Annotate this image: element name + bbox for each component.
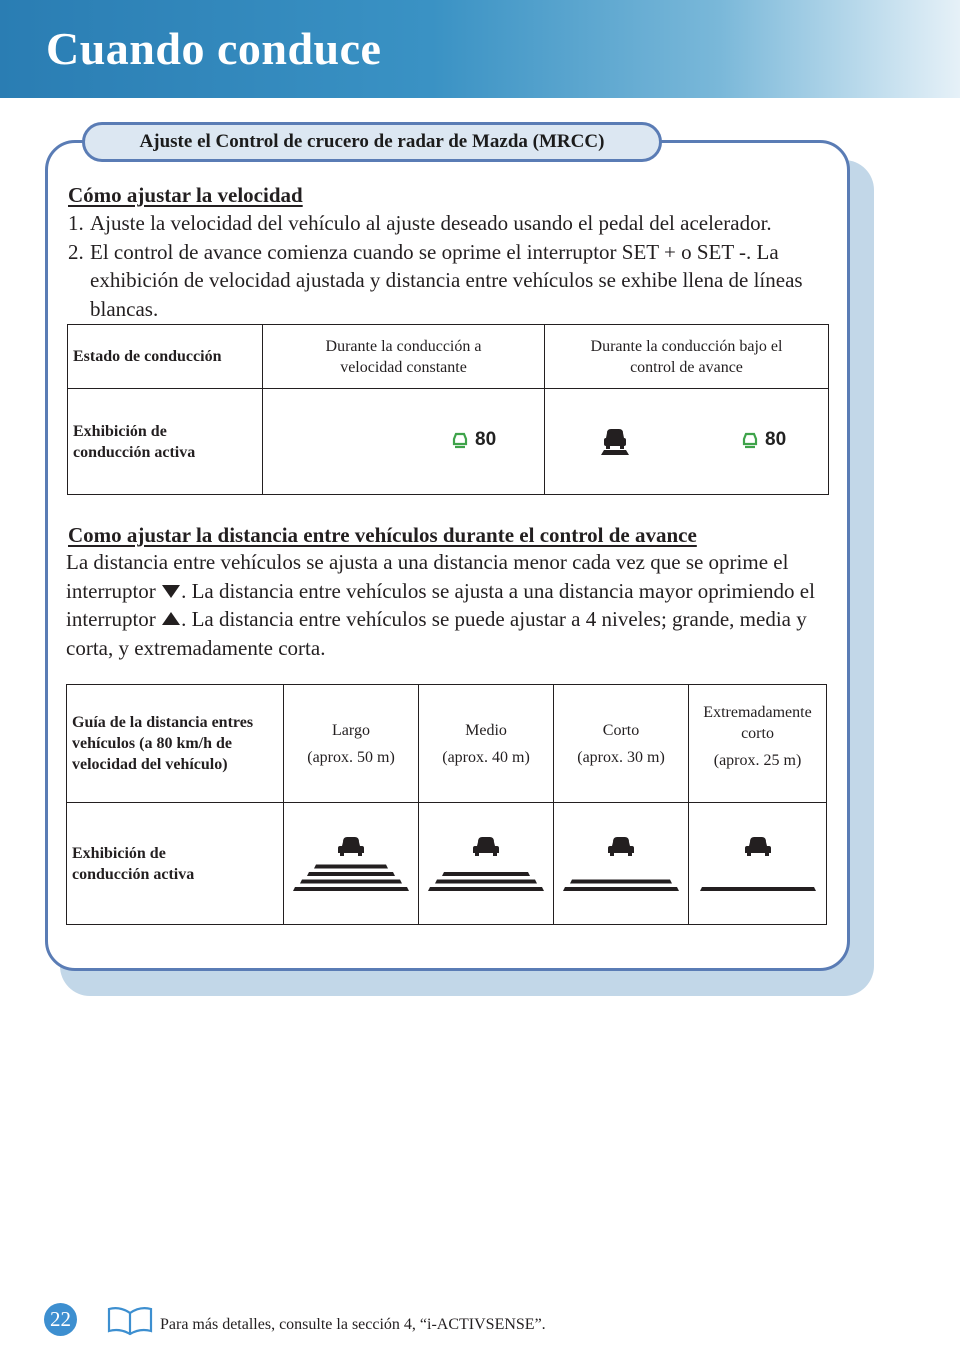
list-item-text: El control de avance comienza cuando se oprime el interruptor SET + o SET -. La exhibición de velocidad ajustada y distancia entre vehículos se exhibe llena de líneas blancas. (90, 239, 803, 321)
list-item-number: 2. (68, 239, 84, 264)
list-item (68, 238, 838, 324)
distance-bars-svg (289, 834, 413, 894)
distance-guide-table (66, 684, 827, 925)
vehicle-icon (473, 837, 499, 856)
level-name: Medio (465, 721, 507, 739)
up-triangle-icon (161, 611, 181, 627)
distance-paragraph: La distancia entre vehículos se ajusta a una distancia menor cada vez que se oprime el interruptor . La distancia entre vehículos se ajusta a una distancia mayor oprimiendo el interruptor . La distancia entre vehículos se puede ajustar a 4 niveles; grande, media y corta, y extremadamente corta. (66, 550, 815, 660)
page-header (0, 0, 960, 98)
distance-bars-svg (424, 834, 548, 894)
section-tab-title: Ajuste el Control de crucero de radar de Mazda (MRCC) (82, 122, 662, 162)
distance-bar (300, 879, 402, 883)
distance-guide-label: Guía de la distancia entres vehículos (a 80 km/h de velocidad del vehículo) (67, 685, 284, 803)
vehicle-icon (338, 837, 364, 856)
footer-note: Para más detalles, consulte la sección 4, “i-ACTIVSENSE”. (160, 1316, 546, 1333)
set-speed-value: 80 (765, 429, 787, 450)
page-title: Cuando conduce (46, 23, 382, 74)
distance-bar (435, 879, 537, 883)
distance-bar (293, 887, 409, 891)
vehicle-icon (745, 837, 771, 856)
follow-control-display (545, 389, 829, 495)
level-name: Largo (332, 721, 370, 739)
distance-bars-display (696, 834, 820, 894)
distance-bar (563, 887, 679, 891)
cruise-car-icon (741, 430, 759, 450)
distance-bar (442, 872, 530, 876)
cruise-car-icon (451, 430, 469, 450)
driving-state-table (67, 324, 829, 495)
distance-bars-display (559, 834, 683, 894)
distance-bar (314, 864, 388, 868)
level-approx: (aprox. 25 m) (713, 752, 802, 769)
list-item (68, 209, 838, 238)
level-approx: (aprox. 50 m) (307, 748, 395, 766)
follow-control-header: Durante la conducción bajo el control de avance (545, 325, 829, 389)
down-triangle-icon (161, 583, 181, 599)
state-label: Estado de conducción (68, 325, 263, 389)
vehicle-icon (608, 837, 634, 856)
distance-bar (428, 887, 544, 891)
distance-bar (700, 887, 816, 891)
level-approx: (aprox. 30 m) (577, 748, 665, 766)
distance-display-cell (689, 803, 827, 925)
list-item-text: Ajuste la velocidad del vehículo al ajuste deseado usando el pedal del acelerador. (90, 211, 772, 235)
distance-display-label: Exhibición de conducción activa (67, 803, 284, 925)
table-row (68, 325, 829, 389)
level-name: Corto (602, 721, 640, 739)
distance-display-cell (554, 803, 689, 925)
level-approx: (aprox. 40 m) (442, 748, 530, 766)
set-speed-readout (741, 429, 786, 451)
table-row (67, 803, 827, 925)
distance-bars-display (424, 834, 548, 894)
level-corto (554, 685, 689, 803)
book-icon (106, 1305, 154, 1337)
speed-section-heading: Cómo ajustar la velocidad (68, 183, 303, 207)
table-row (68, 389, 829, 495)
constant-speed-display (263, 389, 545, 495)
level-extremadamente-corto (689, 685, 827, 803)
distance-bar (307, 872, 395, 876)
distance-bar (570, 879, 672, 883)
table-row (67, 685, 827, 803)
active-display-label: Exhibición de conducción activa (68, 389, 263, 495)
speed-steps-list (68, 209, 838, 323)
distance-display-cell (419, 803, 554, 925)
distance-bars-svg (559, 834, 683, 894)
constant-speed-header: Durante la conducción a velocidad constante (263, 325, 545, 389)
level-medio (419, 685, 554, 803)
level-largo (284, 685, 419, 803)
distance-bars-display (289, 834, 413, 894)
level-name: Extremadamente corto (703, 704, 812, 742)
list-item-number: 1. (68, 211, 84, 235)
distance-section-heading: Como ajustar la distancia entre vehículos durante el control de avance (68, 523, 697, 547)
set-speed-value: 80 (475, 429, 497, 450)
set-speed-readout (451, 429, 496, 451)
page-number: 22 (44, 1303, 77, 1336)
lead-vehicle-icon (601, 427, 629, 457)
distance-bars-svg (696, 834, 820, 894)
distance-display-cell (284, 803, 419, 925)
